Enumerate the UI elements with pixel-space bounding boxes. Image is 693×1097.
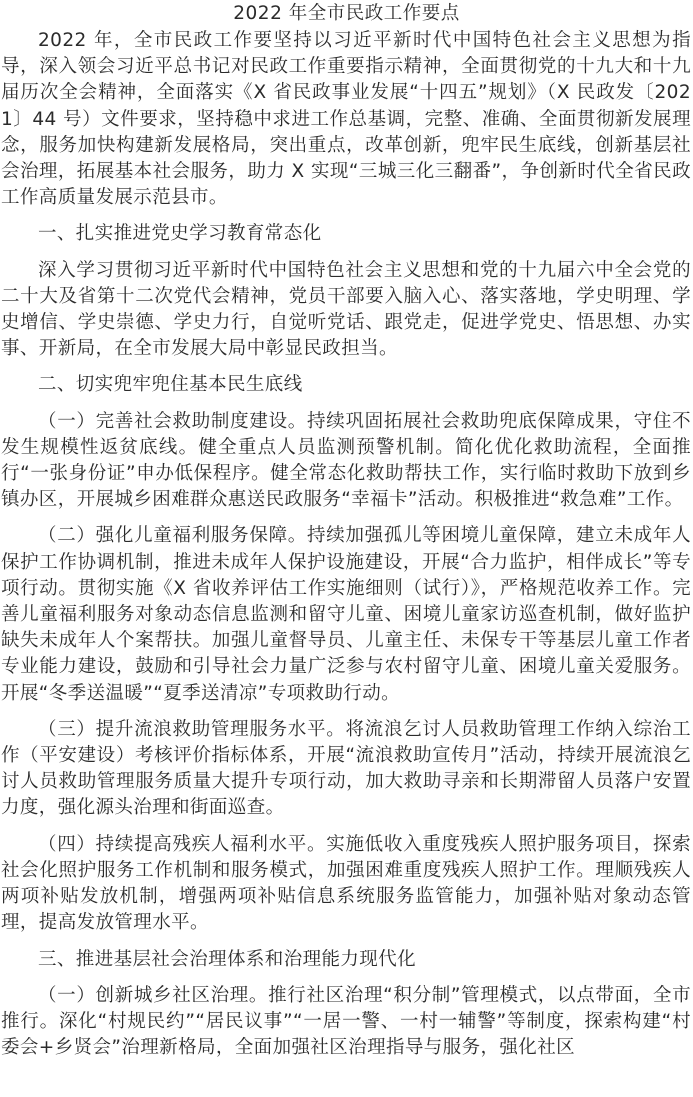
paragraph-gap [0, 707, 693, 717]
section-2-heading: 二、切实兜牢兜住基本民生底线 [38, 374, 303, 396]
paragraph-gap [0, 362, 693, 372]
section-2-paragraph-3: （三）提升流浪救助管理服务水平。将流浪乞讨人员救助管理工作纳入综治工作（平安建设）考核评价指标体系，开展“流浪救助宣传月”活动，持续开展流浪乞讨人员救助管理服务质量大提升专项行动，加大救助寻亲和长期滞留人员落户安置力度，强化源头治理和街面巡查。 [1, 718, 691, 819]
section-1-paragraph: 深入学习贯彻习近平新时代中国特色社会主义思想和党的十九届六中全会党的二十大及省第十二次党代会精神，党员干部要入脑入心、落实落地，学史明理、学史增信、学史崇德、学史力行，自觉听党话、跟党走，促进学党史、悟思想、办实事、开新局，在全市发展大局中彰显民政担当。 [1, 259, 691, 360]
section-2-paragraph-4: （四）持续提高残疾人福利水平。实施低收入重度残疾人照护服务项目，探索社会化照护服务工作机制和服务模式，加强困难重度残疾人照护工作。理顺残疾人两项补贴发放机制，增强两项补贴信息系统服务监管能力，加强补贴对象动态管理，提高发放管理水平。 [1, 833, 691, 934]
document-title: 2022 年全市民政工作要点 [233, 3, 460, 24]
section-2-paragraph-1: （一）完善社会救助制度建设。持续巩固拓展社会救助兜底保障成果，守住不发生规模性返贫底线。健全重点人员监测预警机制。简化优化救助流程，全面推行“一张身份证”申办低保程序。健全常态化救助帮扶工作，实行临时救助下放到乡镇办区，开展城乡困难群众惠送民政服务“幸福卡”活动。积极推进“救急难”工作。 [1, 410, 691, 511]
intro-paragraph: 2022 年，全市民政工作要坚持以习近平新时代中国特色社会主义思想为指导，深入领会习近平总书记对民政工作重要指示精神，全面贯彻党的十九大和十九届历次全会精神，全面落实《X 省民政事业发展“十四五”规划》（X 民政发〔2021〕44 号）文件要求，坚持稳中求进工作总基调，完整、准确、全面贯彻新发展理念，服务加快构建新发展格局，突出重点，改革创新，兜牢民生底线，创新基层社会治理，拓展基本社会服务，助力 X 实现“三城三化三翻番”，争创新时代全省民政工作高质量发展示范县市。 [1, 30, 691, 209]
section-3-paragraph-1: （一）创新城乡社区治理。推行社区治理“积分制”管理模式，以点带面，全市推行。深化“村规民约”“居民议事”“一居一警、一村一辅警”等制度，探索构建“村委会+乡贤会”治理新格局，全面加强社区治理指导与服务，强化社区 [1, 984, 691, 1059]
paragraph-gap [0, 513, 693, 523]
paragraph-gap [0, 822, 693, 832]
section-2-paragraph-2: （二）强化儿童福利服务保障。持续加强孤儿等困境儿童保障，建立未成年人保护工作协调机制，推进未成年人保护设施建设，开展“合力监护，相伴成长”等专项行动。贯彻实施《X 省收养评估工作实施细则（试行）》，严格规范收养工作。完善儿童福利服务对象动态信息监测和留守儿童、困境儿童家访巡查机制，做好监护缺失未成年人个案帮扶。加强儿童督导员、儿童主任、未保专干等基层儿童工作者专业能力建设，鼓励和引导社会力量广泛参与农村留守儿童、困境儿童关爱服务。开展“冬季送温暖”“夏季送清凉”专项救助行动。 [1, 525, 691, 704]
paragraph-gap [0, 248, 693, 258]
paragraph-gap [0, 399, 693, 409]
section-1-heading: 一、扎实推进党史学习教育常态化 [38, 223, 322, 245]
section-3-heading: 三、推进基层社会治理体系和治理能力现代化 [38, 948, 417, 970]
paragraph-gap [0, 211, 693, 221]
paragraph-gap [0, 973, 693, 983]
paragraph-gap [0, 937, 693, 947]
